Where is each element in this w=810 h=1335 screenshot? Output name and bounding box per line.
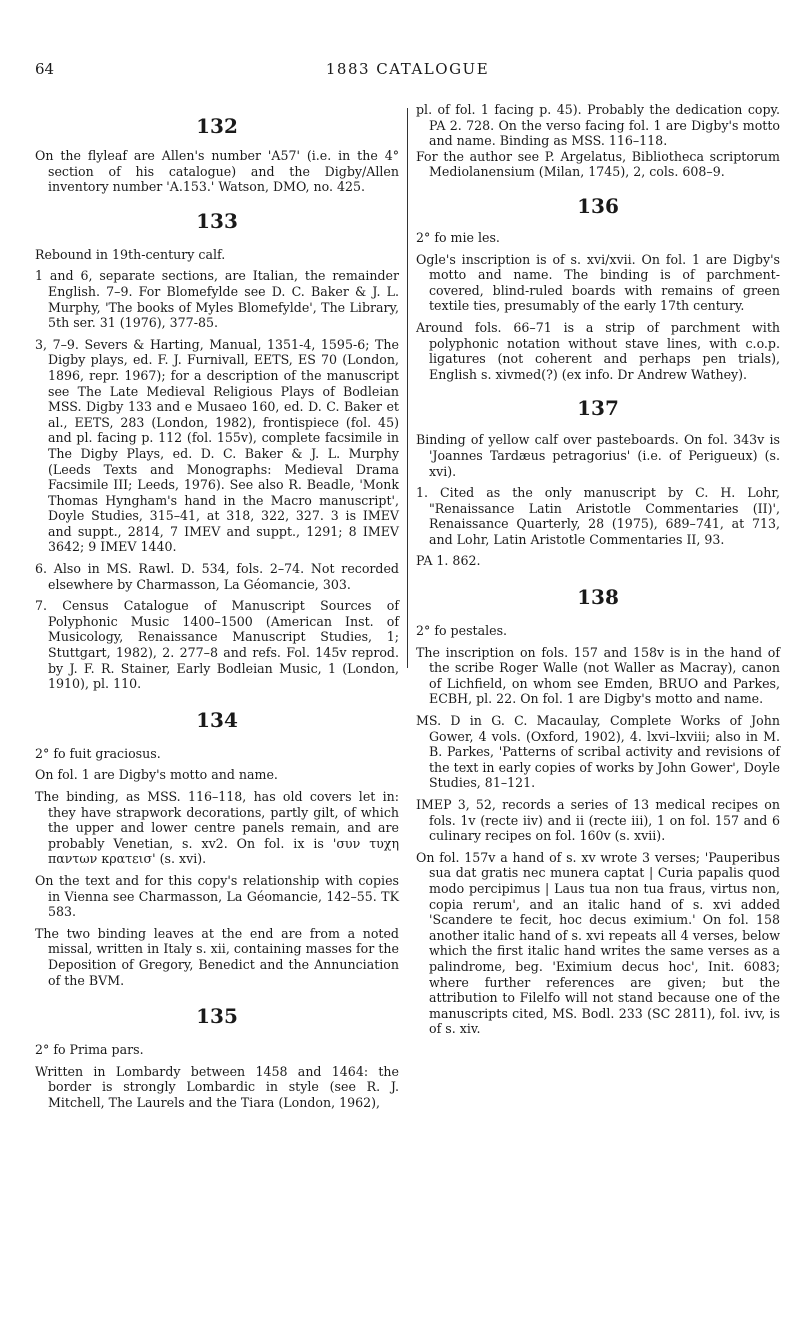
entry-paragraph: pl. of fol. 1 facing p. 45). Probably the dedication copy. PA 2. 728. On the verso facing fol. 1 are Digby's motto and name. Binding as MSS. 116–118. (416, 102, 780, 149)
entry-paragraph: Binding of yellow calf over pasteboards. On fol. 343v is 'Joannes Tardæus petragorius' (i.e. of Perigueux) (s. xvi). (416, 432, 780, 479)
entry-paragraph: For the author see P. Argelatus, Bibliotheca scriptorum Mediolanensium (Milan, 1745), 2, cols. 608–9. (416, 148, 780, 180)
right-column (416, 102, 780, 1037)
running-title: 1883 CATALOGUE (325, 60, 490, 78)
entry-paragraph: The binding, as MSS. 116–118, has old covers let in: they have strapwork decorations, partly gilt, of which the upper and lower centre panels remain, and are probably Venetian, s. xv2. On fol. ix is 'συν τυχη παντων κρατεισ' (s. xvi). (35, 789, 399, 867)
entry-paragraph: 2° fo Prima pars. (35, 1042, 144, 1058)
entry-paragraph: 2° fo pestales. (416, 623, 508, 639)
entry-paragraph: IMEP 3, 52, records a series of 13 medical recipes on fols. 1v (recte iiv) and ii (recte iii), 1 on fol. 157 and 6 culinary recipes on fol. 160v (s. xvii). (416, 797, 780, 844)
entry-paragraph: 1. Cited as the only manuscript by C. H. Lohr, "Renaissance Latin Aristotle Commentaries (II)', Renaissance Quarterly, 28 (1975), 689–741, at 713, and Lohr, Latin Aristotle Commentaries II, 93. (416, 485, 780, 547)
entry-paragraph: 3, 7–9. Severs & Harting, Manual, 1351-4, 1595-6; The Digby plays, ed. F. J. Furnivall, EETS, ES 70 (London, 1896, repr. 1967); for a description of the manuscript see The Late Medieval Religious Plays of Bodleian MSS. Digby 133 and e Musaeo 160, ed. D. C. Baker et al., EETS, 283 (London, 1982), frontispiece (fol. 45) and pl. facing p. 112 (fol. 155v), complete facsimile in The Digby Plays, ed. D. C. Baker & J. L. Murphy (Leeds Texts and Monographs: Medieval Drama Facsimile III; Leeds, 1976). See also R. Beadle, 'Monk Thomas Hyngham's hand in the Macro manuscript', Doyle Studies, 315–41, at 318, 322, 327. 3 is IMEV and suppt., 2814, 7 IMEV and suppt., 1291; 8 IMEV 3642; 9 IMEV 1440. (35, 336, 399, 555)
entry-paragraph: On fol. 1 are Digby's motto and name. (35, 767, 278, 783)
entry-paragraph: On the flyleaf are Allen's number 'A57' (i.e. in the 4° section of his catalogue) and the Digby/Allen inventory number 'A.153.' Watson, DMO, no. 425. (35, 148, 399, 195)
page-header (35, 60, 780, 82)
entry-number: 135 (196, 1004, 238, 1029)
entry-paragraph: PA 1. 862. (416, 553, 481, 569)
entry-paragraph: Around fols. 66–71 is a strip of parchment with polyphonic notation without stave lines, with c.o.p. ligatures (not coherent and perhaps pen trials), English s. xivmed(?) (ex info. Dr Andrew Wathey). (416, 319, 780, 382)
entry-paragraph: The inscription on fols. 157 and 158v is in the hand of the scribe Roger Walle (not Waller as Macray), canon of Lichfield, on whom see Emden, BRUO and Parkes, ECBH, pl. 22. On fol. 1 are Digby's motto and name. (416, 644, 780, 707)
entry-paragraph: 1 and 6, separate sections, are Italian, the remainder English. 7–9. For Blomefylde see D. C. Baker & J. L. Murphy, 'The books of Myles Blomefylde', The Library, 5th ser. 31 (1976), 377-85. (35, 268, 399, 331)
entry-paragraph: The two binding leaves at the end are from a noted missal, written in Italy s. xii, containing masses for the Deposition of Gregory, Benedict and the Annunciation of the BVM. (35, 925, 399, 988)
entry-paragraph: 2° fo fuit graciosus. (35, 745, 161, 761)
entry-number: 134 (196, 707, 238, 732)
entry-number: 137 (577, 396, 619, 421)
page-number: 64 (35, 60, 55, 78)
entry-number: 133 (196, 208, 238, 233)
entry-paragraph: 7. Census Catalogue of Manuscript Sources of Polyphonic Music 1400–1500 (American Inst. of Musicology, Renaissance Manuscript Studies, 1; Stuttgart, 1982), 2. 277–8 and refs. Fol. 145v reprod. by J. F. R. Stainer, Early Bodleian Music, 1 (London, 1910), pl. 110. (35, 598, 399, 692)
entry-paragraph: On the text and for this copy's relationship with copies in Vienna see Charmasson, La Géomancie, 142–55. TK 583. (35, 872, 399, 920)
left-column (35, 102, 399, 1111)
entry-paragraph: Written in Lombardy between 1458 and 1464: the border is strongly Lombardic in style (see R. J. Mitchell, The Laurels and the Tiara (London, 1962), (35, 1063, 399, 1110)
entry-paragraph: Ogle's inscription is of s. xvi/xvii. On fol. 1 are Digby's motto and name. The binding is of parchment-covered, blind-ruled boards with remains of green textile ties, presumably of the early 17th century. (416, 251, 780, 314)
entry-paragraph: On fol. 157v a hand of s. xv wrote 3 verses; 'Pauperibus sua dat gratis nec munera captat | Curia papalis quod modo percipimus | Laus tua non tua fraus, virtus non, copia rerum', and an italic hand of s. xvi added 'Scandere te fecit, hoc decus eximium.' On fol. 158 another italic hand of s. xvi repeats all 4 verses, below which the first italic hand writes the same verses as a palindrome, beg. 'Eximium decus hoc', Init. 6083; where further references are given; but the attribution to Filelfo will not stand because one of the manuscripts cited, MS. Bodl. 233 (SC 2811), fol. ivv, is of s. xiv. (416, 849, 780, 1037)
entry-paragraph: 2° fo mie les. (416, 229, 500, 245)
entry-paragraph: Rebound in 19th-century calf. (35, 246, 226, 262)
entry-paragraph: 6. Also in MS. Rawl. D. 534, fols. 2–74. Not recorded elsewhere by Charmasson, La Géomancie, 303. (35, 561, 399, 592)
entry-number: 136 (577, 193, 619, 218)
column-divider (407, 108, 408, 668)
entry-paragraph: MS. D in G. C. Macaulay, Complete Works of John Gower, 4 vols. (Oxford, 1902), 4. lxvi–lxviii; also in M. B. Parkes, 'Patterns of scribal activity and revisions of the text in early copies of works by John Gower', Doyle Studies, 81–121. (416, 713, 780, 791)
entry-number: 138 (577, 585, 619, 610)
entry-number: 132 (196, 114, 238, 138)
